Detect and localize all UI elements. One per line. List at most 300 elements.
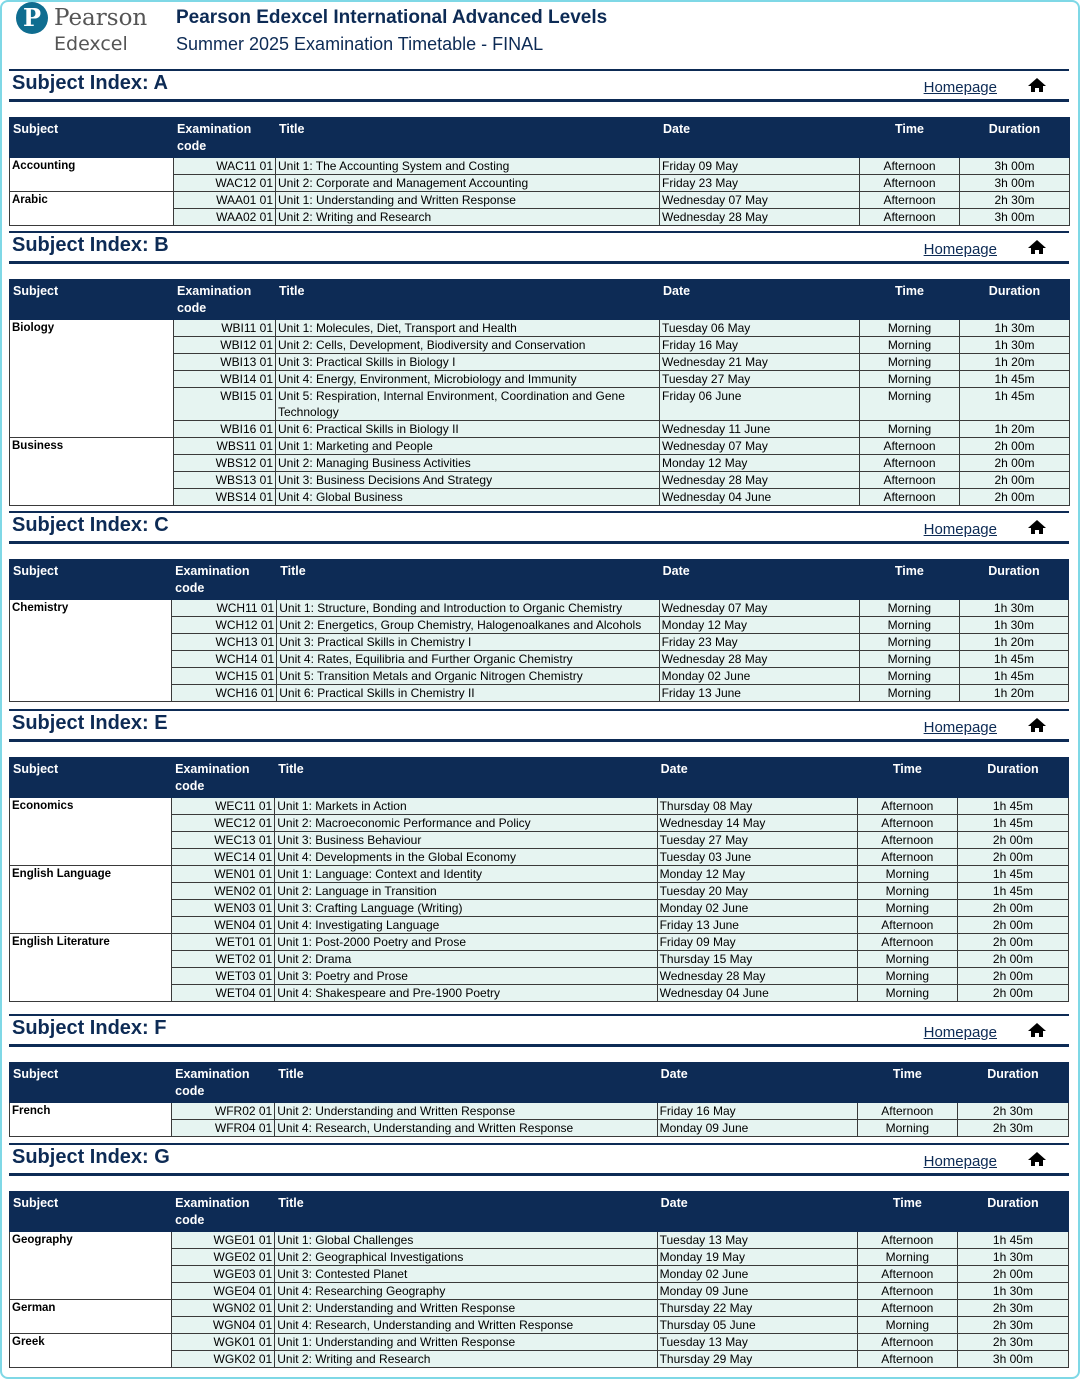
section-5 <box>9 1143 1069 1368</box>
subject-cell: Arabic <box>10 192 174 226</box>
title-cell: Unit 2: Drama <box>275 951 657 968</box>
subject-cell: Biology <box>10 320 174 438</box>
exam-code-cell: WAC12 01 <box>174 175 276 192</box>
column-header: Time <box>859 560 959 600</box>
duration-cell: 2h 00m <box>957 900 1068 917</box>
date-cell: Monday 09 June <box>657 1283 857 1300</box>
column-header: Duration <box>957 1192 1068 1232</box>
time-cell: Afternoon <box>857 917 957 934</box>
title-cell: Unit 1: Global Challenges <box>275 1232 657 1249</box>
timetable <box>9 1062 1069 1137</box>
duration-cell: 2h 00m <box>957 849 1068 866</box>
column-header: Duration <box>960 280 1070 320</box>
pearson-logo-glyph: P <box>22 3 42 32</box>
title-cell: Unit 4: Research, Understanding and Written Response <box>275 1317 657 1334</box>
time-cell: Morning <box>857 985 957 1002</box>
date-cell: Wednesday 28 May <box>660 472 860 489</box>
exam-code-cell: WBI16 01 <box>174 421 276 438</box>
exam-code-cell: WEC11 01 <box>172 798 275 815</box>
date-cell: Monday 19 May <box>657 1249 857 1266</box>
time-cell: Afternoon <box>860 175 960 192</box>
title-cell: Unit 4: Researching Geography <box>275 1283 657 1300</box>
section-header <box>9 1014 1069 1047</box>
table-row <box>10 798 1069 815</box>
date-cell: Thursday 29 May <box>657 1351 857 1368</box>
time-cell: Morning <box>857 1317 957 1334</box>
time-cell: Afternoon <box>857 1103 957 1120</box>
time-cell: Afternoon <box>860 192 960 209</box>
title-cell: Unit 2: Corporate and Management Accounting <box>276 175 660 192</box>
duration-cell: 1h 20m <box>959 634 1068 651</box>
column-header: Time <box>857 758 957 798</box>
title-cell: Unit 5: Respiration, Internal Environment, Coordination and Gene Technology <box>276 388 660 421</box>
column-header: Time <box>857 1063 957 1103</box>
exam-code-cell: WBS14 01 <box>174 489 276 506</box>
column-header: Subject <box>10 1192 172 1232</box>
subject-cell: Geography <box>10 1232 172 1300</box>
section-1 <box>9 231 1069 506</box>
time-cell: Morning <box>857 900 957 917</box>
title-cell: Unit 1: Post-2000 Poetry and Prose <box>275 934 657 951</box>
table-header-row <box>10 758 1069 798</box>
column-header: Date <box>660 118 860 158</box>
time-cell: Afternoon <box>857 1232 957 1249</box>
exam-code-cell: WEC13 01 <box>172 832 275 849</box>
exam-code-cell: WBS12 01 <box>174 455 276 472</box>
column-header: Date <box>657 1192 857 1232</box>
title-cell: Unit 2: Writing and Research <box>275 1351 657 1368</box>
title-cell: Unit 2: Language in Transition <box>275 883 657 900</box>
time-cell: Morning <box>860 421 960 438</box>
page-header <box>0 0 1080 66</box>
duration-cell: 1h 30m <box>959 600 1068 617</box>
duration-cell: 2h 00m <box>960 438 1070 455</box>
date-cell: Wednesday 28 May <box>657 968 857 985</box>
date-cell: Friday 13 June <box>659 685 859 702</box>
duration-cell: 2h 30m <box>957 1103 1068 1120</box>
duration-cell: 2h 00m <box>957 985 1068 1002</box>
subject-cell: Business <box>10 438 174 506</box>
exam-code-cell: WCH16 01 <box>172 685 277 702</box>
date-cell: Friday 06 June <box>660 388 860 421</box>
title-cell: Unit 3: Business Decisions And Strategy <box>276 472 660 489</box>
title-cell: Unit 3: Poetry and Prose <box>275 968 657 985</box>
exam-code-cell: WGE04 01 <box>172 1283 275 1300</box>
exam-code-cell: WEN03 01 <box>172 900 275 917</box>
logo-sub: Edexcel <box>54 33 128 55</box>
exam-code-cell: WBS11 01 <box>174 438 276 455</box>
date-cell: Wednesday 04 June <box>657 985 857 1002</box>
table-row <box>10 866 1069 883</box>
duration-cell: 3h 00m <box>960 158 1070 175</box>
time-cell: Morning <box>859 668 959 685</box>
time-cell: Morning <box>857 951 957 968</box>
time-cell: Morning <box>857 968 957 985</box>
exam-code-cell: WET04 01 <box>172 985 275 1002</box>
column-header: Time <box>860 280 960 320</box>
time-cell: Afternoon <box>860 209 960 226</box>
duration-cell: 1h 30m <box>960 320 1070 337</box>
title-cell: Unit 6: Practical Skills in Chemistry II <box>277 685 659 702</box>
duration-cell: 1h 20m <box>960 421 1070 438</box>
date-cell: Wednesday 11 June <box>660 421 860 438</box>
timetable <box>9 559 1069 702</box>
table-row <box>10 1334 1069 1351</box>
column-header: Subject <box>10 758 172 798</box>
table-header-row <box>10 1192 1069 1232</box>
date-cell: Thursday 05 June <box>657 1317 857 1334</box>
title-cell: Unit 2: Cells, Development, Biodiversity and Conservation <box>276 337 660 354</box>
exam-code-cell: WBI11 01 <box>174 320 276 337</box>
time-cell: Afternoon <box>857 815 957 832</box>
subject-cell: French <box>10 1103 172 1137</box>
exam-code-cell: WEC12 01 <box>172 815 275 832</box>
column-header: Date <box>657 758 857 798</box>
homepage-link[interactable]: Homepage <box>923 79 997 96</box>
title-cell: Unit 3: Practical Skills in Biology I <box>276 354 660 371</box>
exam-code-cell: WGN02 01 <box>172 1300 275 1317</box>
timetable <box>9 117 1070 226</box>
title-cell: Unit 2: Understanding and Written Response <box>275 1103 657 1120</box>
exam-code-cell: WFR04 01 <box>172 1120 275 1137</box>
column-header: Subject <box>10 118 174 158</box>
title-cell: Unit 2: Energetics, Group Chemistry, Halogenoalkanes and Alcohols <box>277 617 659 634</box>
time-cell: Afternoon <box>857 1266 957 1283</box>
time-cell: Morning <box>857 1120 957 1137</box>
title-cell: Unit 4: Shakespeare and Pre-1900 Poetry <box>275 985 657 1002</box>
exam-code-cell: WBI14 01 <box>174 371 276 388</box>
exam-code-cell: WEC14 01 <box>172 849 275 866</box>
section-title: Subject Index: A <box>12 72 168 94</box>
section-header <box>9 511 1069 544</box>
date-cell: Friday 09 May <box>657 934 857 951</box>
title-cell: Unit 2: Geographical Investigations <box>275 1249 657 1266</box>
date-cell: Tuesday 13 May <box>657 1334 857 1351</box>
duration-cell: 2h 30m <box>960 192 1070 209</box>
time-cell: Morning <box>859 617 959 634</box>
exam-code-cell: WBI13 01 <box>174 354 276 371</box>
title-cell: Unit 4: Research, Understanding and Written Response <box>275 1120 657 1137</box>
date-cell: Friday 23 May <box>659 634 859 651</box>
section-2 <box>9 511 1069 702</box>
duration-cell: 2h 00m <box>957 934 1068 951</box>
date-cell: Friday 13 June <box>657 917 857 934</box>
section-header <box>9 69 1069 102</box>
table-header-row <box>10 280 1070 320</box>
title-cell: Unit 3: Contested Planet <box>275 1266 657 1283</box>
time-cell: Afternoon <box>857 1334 957 1351</box>
date-cell: Monday 12 May <box>659 617 859 634</box>
date-cell: Wednesday 28 May <box>659 651 859 668</box>
page-subtitle: Summer 2025 Examination Timetable - FINAL <box>176 34 544 54</box>
home-icon[interactable] <box>1027 239 1047 255</box>
time-cell: Morning <box>860 337 960 354</box>
date-cell: Friday 16 May <box>657 1103 857 1120</box>
time-cell: Morning <box>859 651 959 668</box>
exam-code-cell: WCH14 01 <box>172 651 277 668</box>
date-cell: Tuesday 06 May <box>660 320 860 337</box>
title-cell: Unit 2: Macroeconomic Performance and Policy <box>275 815 657 832</box>
exam-code-cell: WGE01 01 <box>172 1232 275 1249</box>
title-cell: Unit 2: Writing and Research <box>276 209 660 226</box>
title-cell: Unit 1: The Accounting System and Costing <box>276 158 660 175</box>
timetable <box>9 757 1069 1002</box>
title-cell: Unit 2: Understanding and Written Response <box>275 1300 657 1317</box>
column-header: Title <box>275 1192 657 1232</box>
time-cell: Afternoon <box>857 832 957 849</box>
logo-brand: Pearson <box>54 5 148 31</box>
column-header: Subject <box>10 280 174 320</box>
home-icon[interactable] <box>1027 717 1047 733</box>
duration-cell: 1h 20m <box>959 685 1068 702</box>
duration-cell: 1h 45m <box>957 798 1068 815</box>
homepage-link[interactable]: Homepage <box>923 1153 997 1170</box>
title-cell: Unit 4: Energy, Environment, Microbiology and Immunity <box>276 371 660 388</box>
time-cell: Morning <box>859 600 959 617</box>
date-cell: Wednesday 21 May <box>660 354 860 371</box>
exam-code-cell: WCH11 01 <box>172 600 277 617</box>
exam-code-cell: WEN01 01 <box>172 866 275 883</box>
duration-cell: 1h 30m <box>959 617 1068 634</box>
time-cell: Afternoon <box>860 438 960 455</box>
duration-cell: 2h 00m <box>957 1266 1068 1283</box>
date-cell: Tuesday 03 June <box>657 849 857 866</box>
exam-code-cell: WCH15 01 <box>172 668 277 685</box>
duration-cell: 1h 45m <box>959 668 1068 685</box>
title-cell: Unit 3: Practical Skills in Chemistry I <box>277 634 659 651</box>
column-header: Examination code <box>172 758 275 798</box>
exam-code-cell: WBI12 01 <box>174 337 276 354</box>
table-row <box>10 1232 1069 1249</box>
column-header: Examination code <box>174 280 276 320</box>
table-header-row <box>10 1063 1069 1103</box>
title-cell: Unit 1: Understanding and Written Response <box>276 192 660 209</box>
title-cell: Unit 2: Managing Business Activities <box>276 455 660 472</box>
date-cell: Tuesday 13 May <box>657 1232 857 1249</box>
time-cell: Morning <box>857 883 957 900</box>
column-header: Subject <box>10 560 172 600</box>
page-title: Pearson Edexcel International Advanced Levels <box>176 7 608 28</box>
date-cell: Wednesday 07 May <box>660 192 860 209</box>
duration-cell: 2h 30m <box>957 1317 1068 1334</box>
exam-code-cell: WBI15 01 <box>174 388 276 421</box>
title-cell: Unit 6: Practical Skills in Biology II <box>276 421 660 438</box>
date-cell: Wednesday 07 May <box>660 438 860 455</box>
exam-code-cell: WET02 01 <box>172 951 275 968</box>
date-cell: Friday 16 May <box>660 337 860 354</box>
column-header: Date <box>660 280 860 320</box>
column-header: Examination code <box>172 560 277 600</box>
home-icon[interactable] <box>1027 1022 1047 1038</box>
date-cell: Thursday 15 May <box>657 951 857 968</box>
title-cell: Unit 4: Rates, Equilibria and Further Organic Chemistry <box>277 651 659 668</box>
duration-cell: 2h 00m <box>960 489 1070 506</box>
date-cell: Friday 09 May <box>660 158 860 175</box>
duration-cell: 1h 30m <box>960 337 1070 354</box>
time-cell: Morning <box>857 866 957 883</box>
date-cell: Wednesday 14 May <box>657 815 857 832</box>
duration-cell: 2h 30m <box>957 1120 1068 1137</box>
date-cell: Wednesday 28 May <box>660 209 860 226</box>
subject-cell: Economics <box>10 798 172 866</box>
column-header: Examination code <box>172 1192 275 1232</box>
section-3 <box>9 709 1069 1002</box>
duration-cell: 2h 00m <box>957 968 1068 985</box>
home-icon[interactable] <box>1027 519 1047 535</box>
table-row <box>10 438 1070 455</box>
date-cell: Monday 12 May <box>660 455 860 472</box>
duration-cell: 2h 30m <box>957 1334 1068 1351</box>
section-title: Subject Index: E <box>12 712 168 734</box>
subject-cell: Accounting <box>10 158 174 192</box>
time-cell: Afternoon <box>857 1351 957 1368</box>
section-title: Subject Index: C <box>12 514 169 536</box>
time-cell: Morning <box>857 1249 957 1266</box>
exam-code-cell: WET03 01 <box>172 968 275 985</box>
column-header: Title <box>276 280 660 320</box>
column-header: Duration <box>957 758 1068 798</box>
section-title: Subject Index: B <box>12 234 169 256</box>
column-header: Subject <box>10 1063 172 1103</box>
date-cell: Tuesday 20 May <box>657 883 857 900</box>
exam-code-cell: WCH12 01 <box>172 617 277 634</box>
home-icon[interactable] <box>1027 77 1047 93</box>
column-header: Duration <box>960 118 1070 158</box>
title-cell: Unit 1: Understanding and Written Response <box>275 1334 657 1351</box>
title-cell: Unit 4: Global Business <box>276 489 660 506</box>
title-cell: Unit 3: Crafting Language (Writing) <box>275 900 657 917</box>
subject-cell: English Literature <box>10 934 172 1002</box>
table-row <box>10 192 1070 209</box>
exam-code-cell: WEN04 01 <box>172 917 275 934</box>
column-header: Title <box>275 1063 657 1103</box>
home-icon[interactable] <box>1027 1151 1047 1167</box>
time-cell: Morning <box>860 388 960 421</box>
duration-cell: 1h 45m <box>960 388 1070 421</box>
duration-cell: 1h 45m <box>957 1232 1068 1249</box>
subject-cell: Chemistry <box>10 600 172 702</box>
duration-cell: 3h 00m <box>957 1351 1068 1368</box>
time-cell: Morning <box>860 354 960 371</box>
duration-cell: 1h 45m <box>960 371 1070 388</box>
table-row <box>10 1103 1069 1120</box>
subject-cell: German <box>10 1300 172 1334</box>
table-row <box>10 320 1070 337</box>
exam-code-cell: WCH13 01 <box>172 634 277 651</box>
title-cell: Unit 1: Markets in Action <box>275 798 657 815</box>
date-cell: Tuesday 27 May <box>660 371 860 388</box>
homepage-link[interactable]: Homepage <box>923 1024 997 1041</box>
subject-cell: Greek <box>10 1334 172 1368</box>
date-cell: Monday 12 May <box>657 866 857 883</box>
table-row <box>10 934 1069 951</box>
column-header: Duration <box>957 1063 1068 1103</box>
homepage-link[interactable]: Homepage <box>923 241 997 258</box>
duration-cell: 2h 30m <box>957 1300 1068 1317</box>
exam-code-cell: WGK02 01 <box>172 1351 275 1368</box>
title-cell: Unit 4: Developments in the Global Economy <box>275 849 657 866</box>
duration-cell: 1h 45m <box>959 651 1068 668</box>
section-0 <box>9 69 1069 226</box>
date-cell: Monday 02 June <box>659 668 859 685</box>
section-4 <box>9 1014 1069 1137</box>
homepage-link[interactable]: Homepage <box>923 719 997 736</box>
date-cell: Tuesday 27 May <box>657 832 857 849</box>
title-cell: Unit 4: Investigating Language <box>275 917 657 934</box>
table-row <box>10 1300 1069 1317</box>
time-cell: Morning <box>859 634 959 651</box>
time-cell: Afternoon <box>857 849 957 866</box>
table-header-row <box>10 560 1069 600</box>
duration-cell: 1h 45m <box>957 866 1068 883</box>
exam-code-cell: WGK01 01 <box>172 1334 275 1351</box>
date-cell: Friday 23 May <box>660 175 860 192</box>
exam-code-cell: WEN02 01 <box>172 883 275 900</box>
table-header-row <box>10 118 1070 158</box>
title-cell: Unit 1: Structure, Bonding and Introduction to Organic Chemistry <box>277 600 659 617</box>
homepage-link[interactable]: Homepage <box>923 521 997 538</box>
date-cell: Wednesday 04 June <box>660 489 860 506</box>
exam-code-cell: WET01 01 <box>172 934 275 951</box>
table-row <box>10 158 1070 175</box>
time-cell: Afternoon <box>860 158 960 175</box>
duration-cell: 1h 20m <box>960 354 1070 371</box>
exam-code-cell: WFR02 01 <box>172 1103 275 1120</box>
time-cell: Morning <box>859 685 959 702</box>
title-cell: Unit 1: Language: Context and Identity <box>275 866 657 883</box>
exam-code-cell: WAA01 01 <box>174 192 276 209</box>
exam-code-cell: WBS13 01 <box>174 472 276 489</box>
date-cell: Monday 09 June <box>657 1120 857 1137</box>
exam-code-cell: WGN04 01 <box>172 1317 275 1334</box>
time-cell: Afternoon <box>860 489 960 506</box>
time-cell: Morning <box>860 320 960 337</box>
column-header: Title <box>276 118 660 158</box>
column-header: Examination code <box>174 118 276 158</box>
column-header: Time <box>860 118 960 158</box>
section-header <box>9 231 1069 264</box>
section-title: Subject Index: G <box>12 1146 170 1168</box>
duration-cell: 2h 00m <box>960 455 1070 472</box>
duration-cell: 1h 30m <box>957 1249 1068 1266</box>
section-header <box>9 709 1069 742</box>
exam-code-cell: WGE02 01 <box>172 1249 275 1266</box>
duration-cell: 2h 00m <box>960 472 1070 489</box>
column-header: Date <box>657 1063 857 1103</box>
time-cell: Afternoon <box>860 472 960 489</box>
title-cell: Unit 1: Molecules, Diet, Transport and Health <box>276 320 660 337</box>
duration-cell: 2h 00m <box>957 917 1068 934</box>
column-header: Duration <box>959 560 1068 600</box>
duration-cell: 3h 00m <box>960 175 1070 192</box>
subject-cell: English Language <box>10 866 172 934</box>
duration-cell: 1h 45m <box>957 815 1068 832</box>
column-header: Title <box>275 758 657 798</box>
duration-cell: 3h 00m <box>960 209 1070 226</box>
column-header: Time <box>857 1192 957 1232</box>
duration-cell: 1h 45m <box>957 883 1068 900</box>
date-cell: Thursday 22 May <box>657 1300 857 1317</box>
duration-cell: 1h 30m <box>957 1283 1068 1300</box>
title-cell: Unit 3: Business Behaviour <box>275 832 657 849</box>
time-cell: Afternoon <box>857 1300 957 1317</box>
timetable <box>9 279 1070 506</box>
column-header: Date <box>659 560 859 600</box>
exam-code-cell: WGE03 01 <box>172 1266 275 1283</box>
date-cell: Monday 02 June <box>657 1266 857 1283</box>
time-cell: Afternoon <box>857 1283 957 1300</box>
duration-cell: 2h 00m <box>957 951 1068 968</box>
